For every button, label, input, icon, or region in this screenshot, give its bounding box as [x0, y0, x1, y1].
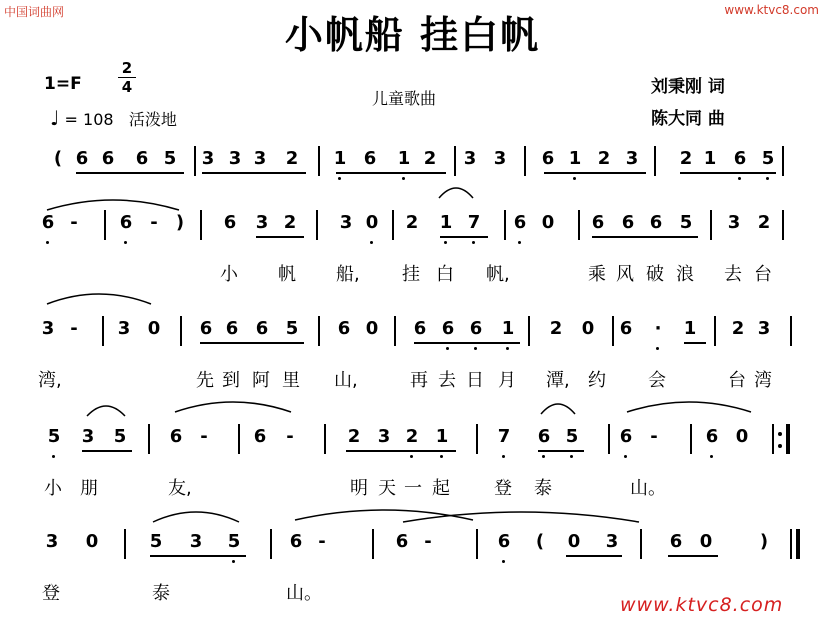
time-signature	[118, 60, 136, 95]
lyric: 潭,	[546, 370, 570, 391]
note: )	[759, 531, 769, 552]
note: 6	[441, 318, 455, 339]
octave-dot	[506, 347, 509, 350]
bar-line	[782, 210, 784, 240]
key-signature: 1=F	[44, 74, 82, 94]
note: 6	[649, 212, 663, 233]
beam-line	[440, 236, 488, 238]
lyric: 天	[378, 478, 396, 499]
note: 2	[679, 148, 693, 169]
lyric: 小	[44, 478, 62, 499]
note: 6	[541, 148, 555, 169]
note: 3	[493, 148, 507, 169]
bar-line	[316, 210, 318, 240]
bar-line	[782, 146, 784, 176]
bar-line	[454, 146, 456, 176]
note: 6	[337, 318, 351, 339]
bar-line	[528, 316, 530, 346]
note: (	[535, 531, 545, 552]
note: 1	[568, 148, 582, 169]
genre-label: 儿童歌曲	[372, 89, 437, 108]
note: 3	[45, 531, 59, 552]
note: 6	[289, 531, 303, 552]
note: 6	[223, 212, 237, 233]
octave-dot	[502, 560, 505, 563]
lyric: 湾,	[38, 370, 62, 391]
tempo-marking	[50, 106, 177, 130]
beam-line	[82, 450, 132, 452]
lyric: 白	[436, 264, 454, 285]
repeat-bar	[786, 424, 790, 454]
note: 5	[761, 148, 775, 169]
note: 3	[625, 148, 639, 169]
lyric: 帆	[278, 264, 296, 285]
bar-line	[270, 529, 272, 559]
beam-line	[346, 450, 456, 452]
octave-dot	[738, 177, 741, 180]
lyric: 小	[220, 264, 238, 285]
note: 3	[41, 318, 55, 339]
lyric: 去	[724, 264, 742, 285]
composer-credit: 陈大同 曲	[651, 109, 725, 129]
octave-dot	[573, 177, 576, 180]
lyric: 泰	[534, 478, 552, 499]
beam-line	[150, 555, 246, 557]
note: 1	[439, 212, 453, 233]
note: 1	[333, 148, 347, 169]
bar-line	[640, 529, 642, 559]
note: 6	[537, 426, 551, 447]
note: 1	[397, 148, 411, 169]
quarter-note-icon: ♩	[50, 106, 60, 130]
bar-line	[372, 529, 374, 559]
bar-line	[318, 316, 320, 346]
octave-dot	[542, 455, 545, 458]
lyric: 帆,	[486, 264, 510, 285]
octave-dot	[370, 241, 373, 244]
note: 2	[283, 212, 297, 233]
octave-dot	[570, 455, 573, 458]
lyric: 台	[728, 370, 746, 391]
note: 6	[619, 318, 633, 339]
beam-line	[200, 342, 304, 344]
note: 7	[467, 212, 481, 233]
note: 2	[731, 318, 745, 339]
lyric: 友,	[168, 478, 192, 499]
beam-line	[336, 172, 446, 174]
note: 0	[365, 212, 379, 233]
lyric: 朋	[80, 478, 98, 499]
octave-dot	[502, 455, 505, 458]
note: 6	[619, 426, 633, 447]
slur-arc	[402, 508, 640, 524]
octave-dot	[440, 455, 443, 458]
note: 6	[591, 212, 605, 233]
bar-line	[318, 146, 320, 176]
bar-line	[654, 146, 656, 176]
note: 5	[565, 426, 579, 447]
slur-arc	[438, 184, 474, 200]
note: -	[650, 426, 658, 447]
note: 0	[147, 318, 161, 339]
octave-dot	[624, 455, 627, 458]
octave-dot	[766, 177, 769, 180]
note: 0	[735, 426, 749, 447]
bar-line	[476, 424, 478, 454]
note: 3	[81, 426, 95, 447]
lyric: 月	[498, 370, 516, 391]
note: 6	[101, 148, 115, 169]
lyric: 登	[494, 478, 512, 499]
note: -	[286, 426, 294, 447]
tempo-value: = 108	[64, 110, 114, 129]
octave-dot	[124, 241, 127, 244]
watermark-left: 中国词曲网	[4, 5, 65, 19]
bar-line	[710, 210, 712, 240]
note: 2	[285, 148, 299, 169]
note: -	[70, 212, 78, 233]
beam-line	[76, 172, 184, 174]
beam-line	[202, 172, 306, 174]
note: 0	[365, 318, 379, 339]
bar-line	[238, 424, 240, 454]
note: 0	[581, 318, 595, 339]
lyric: 山,	[334, 370, 358, 391]
note: 6	[119, 212, 133, 233]
lyric: 阿	[252, 370, 270, 391]
note: 3	[228, 148, 242, 169]
octave-dot	[446, 347, 449, 350]
note: 3	[253, 148, 267, 169]
note: 2	[423, 148, 437, 169]
octave-dot	[474, 347, 477, 350]
note: 3	[757, 318, 771, 339]
lyric: 湾	[754, 370, 772, 391]
beam-line	[592, 236, 698, 238]
repeat-dot	[778, 432, 782, 436]
lyric: 山。	[286, 583, 322, 604]
lyric: 一	[404, 478, 422, 499]
octave-dot	[410, 455, 413, 458]
octave-dot	[518, 241, 521, 244]
time-sig-top: 2	[121, 59, 133, 77]
bar-line	[690, 424, 692, 454]
note: 5	[163, 148, 177, 169]
bar-line	[200, 210, 202, 240]
beam-line	[538, 450, 584, 452]
bar-line	[504, 210, 506, 240]
note: 6	[733, 148, 747, 169]
octave-dot	[472, 241, 475, 244]
note: -	[318, 531, 326, 552]
note: 5	[679, 212, 693, 233]
slur-arc	[626, 398, 752, 414]
note: 2	[405, 212, 419, 233]
note: 1	[435, 426, 449, 447]
note: 0	[85, 531, 99, 552]
slur-arc	[86, 402, 126, 418]
note: 5	[47, 426, 61, 447]
note: 1	[683, 318, 697, 339]
lyric: 日	[466, 370, 484, 391]
beam-line	[566, 555, 622, 557]
final-bar	[796, 529, 800, 559]
lyric: 山。	[630, 478, 666, 499]
lyric: 浪	[676, 264, 694, 285]
bar-line	[324, 424, 326, 454]
watermark-bottom: www.ktvc8.com	[620, 594, 784, 616]
octave-dot	[656, 347, 659, 350]
note: 1	[501, 318, 515, 339]
note: 6	[75, 148, 89, 169]
lyric: 泰	[152, 583, 170, 604]
octave-dot	[710, 455, 713, 458]
octave-dot	[444, 241, 447, 244]
slur-arc	[46, 290, 152, 306]
note: 3	[201, 148, 215, 169]
note: -	[70, 318, 78, 339]
note: 5	[227, 531, 241, 552]
note: 6	[253, 426, 267, 447]
bar-line	[612, 316, 614, 346]
lyric: 乘	[588, 264, 606, 285]
lyric: 破	[646, 264, 664, 285]
note: 6	[669, 531, 683, 552]
note: 6	[705, 426, 719, 447]
note: 6	[41, 212, 55, 233]
note: 2	[597, 148, 611, 169]
bar-line	[608, 424, 610, 454]
note: -	[424, 531, 432, 552]
lyric: 约	[588, 370, 606, 391]
slur-arc	[540, 400, 576, 416]
note: 0	[541, 212, 555, 233]
lyric: 到	[222, 370, 240, 391]
bar-line	[714, 316, 716, 346]
watermark-right: www.ktvc8.com	[724, 3, 819, 17]
note: 2	[757, 212, 771, 233]
bar-line	[790, 316, 792, 346]
lyric: 起	[432, 478, 450, 499]
note: 6	[255, 318, 269, 339]
note: 6	[169, 426, 183, 447]
note: )	[175, 212, 185, 233]
note: (	[53, 148, 63, 169]
note: ·	[654, 318, 662, 339]
note: 3	[189, 531, 203, 552]
lyricist-credit: 刘秉刚 词	[651, 77, 725, 97]
lyric: 先	[196, 370, 214, 391]
time-sig-bottom: 4	[121, 78, 133, 96]
note: 6	[135, 148, 149, 169]
note: 0	[699, 531, 713, 552]
note: 6	[395, 531, 409, 552]
note: 6	[469, 318, 483, 339]
note: 2	[347, 426, 361, 447]
slur-arc	[46, 196, 180, 212]
note: 3	[339, 212, 353, 233]
bar-line	[790, 529, 792, 559]
octave-dot	[52, 455, 55, 458]
note: 3	[727, 212, 741, 233]
lyric: 里	[282, 370, 300, 391]
bar-line	[180, 316, 182, 346]
lyric: 登	[42, 583, 60, 604]
repeat-dot	[778, 444, 782, 448]
note: -	[200, 426, 208, 447]
slur-arc	[152, 508, 240, 524]
beam-line	[668, 555, 718, 557]
song-title: 小帆船 挂白帆	[284, 13, 541, 57]
bar-line	[194, 146, 196, 176]
lyric: 去	[438, 370, 456, 391]
note: 2	[549, 318, 563, 339]
lyric: 再	[410, 370, 428, 391]
note: 5	[285, 318, 299, 339]
octave-dot	[232, 560, 235, 563]
lyric: 会	[648, 370, 666, 391]
note: 6	[225, 318, 239, 339]
octave-dot	[46, 241, 49, 244]
bar-line	[124, 529, 126, 559]
note: 3	[605, 531, 619, 552]
note: 6	[363, 148, 377, 169]
lyric: 风	[616, 264, 634, 285]
note: 6	[621, 212, 635, 233]
bar-line	[392, 210, 394, 240]
bar-line	[524, 146, 526, 176]
note: 3	[255, 212, 269, 233]
bar-line	[772, 424, 774, 454]
note: 5	[113, 426, 127, 447]
tempo-style: 活泼地	[128, 110, 177, 129]
note: 0	[567, 531, 581, 552]
note: 6	[513, 212, 527, 233]
note: 5	[149, 531, 163, 552]
note: -	[150, 212, 158, 233]
note: 1	[703, 148, 717, 169]
slur-arc	[174, 398, 292, 414]
beam-line	[414, 342, 520, 344]
lyric: 明	[350, 478, 368, 499]
octave-dot	[402, 177, 405, 180]
note: 3	[377, 426, 391, 447]
bar-line	[102, 316, 104, 346]
bar-line	[148, 424, 150, 454]
note: 6	[497, 531, 511, 552]
note: 6	[413, 318, 427, 339]
lyric: 挂	[402, 264, 420, 285]
beam-line	[544, 172, 646, 174]
beam-line	[680, 172, 776, 174]
beam-line	[256, 236, 304, 238]
bar-line	[104, 210, 106, 240]
bar-line	[394, 316, 396, 346]
note: 7	[497, 426, 511, 447]
beam-line	[684, 342, 706, 344]
octave-dot	[338, 177, 341, 180]
note: 6	[199, 318, 213, 339]
note: 3	[463, 148, 477, 169]
note: 2	[405, 426, 419, 447]
lyric: 船,	[336, 264, 360, 285]
note: 3	[117, 318, 131, 339]
lyric: 台	[754, 264, 772, 285]
bar-line	[578, 210, 580, 240]
bar-line	[476, 529, 478, 559]
